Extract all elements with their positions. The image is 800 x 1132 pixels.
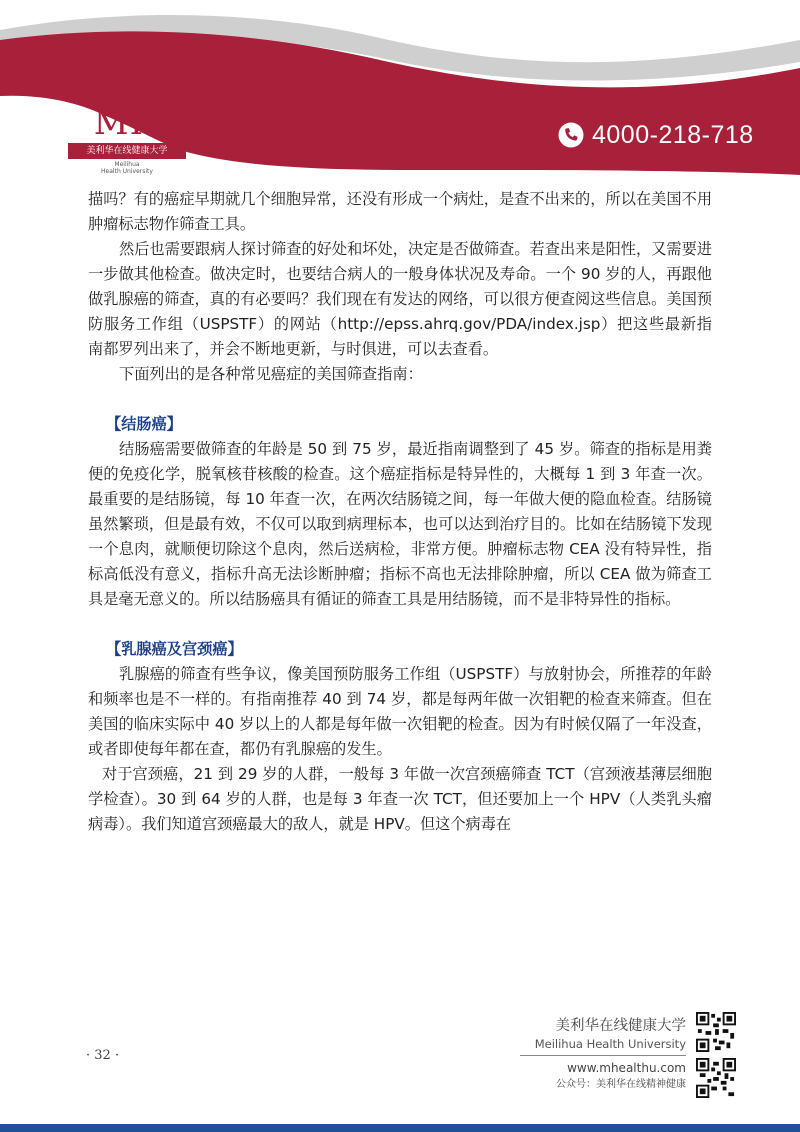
logo-sub-line1: Meilihua: [114, 161, 140, 168]
footer-brand: [520, 1016, 686, 1093]
footer-divider: [520, 1055, 686, 1056]
paragraph-colon-cancer: 结肠癌需要做筛查的年龄是 50 到 75 岁，最近指南调整到了 45 岁。筛查的指标是用粪便的免疫化学，脱氧核苷核酸的检查。这个癌症指标是特异性的，大概每 1 到 3 年查一次。最重要的是结肠镜，每 10 年查一次，在两次结肠镜之间，每一年做大便的隐血检查。结肠镜虽然繁琐，但是最有效，不仅可以取到病理标本，也可以达到治疗目的。比如在结肠镜下发现一个息肉，就顺便切除这个息肉，然后送病检，非常方便。肿瘤标志物 CEA 没有特异性，指标高低没有意义，指标升高无法诊断肿瘤；指标不高也无法排除肿瘤，所以 CEA 做为筛查工具是毫无意义的。所以结肠癌具有循证的筛查工具是用结肠镜，而不是非特异性的指标。: [88, 440, 712, 608]
phone-number: 4000-218-718: [592, 120, 754, 149]
paragraph-3: 下面列出的是各种常见癌症的美国筛查指南：: [119, 365, 423, 383]
phone-icon: [558, 122, 584, 148]
phone-contact: [558, 120, 754, 150]
qr-code-icon: [696, 1012, 736, 1052]
footer-website: www.mhealthu.com: [567, 1061, 686, 1075]
footer-bottom-rule: [0, 1124, 800, 1132]
paragraph-breast-cancer: 乳腺癌的筛查有些争议，像美国预防服务工作组（USPSTF）与放射协会，所推荐的年龄和频率也是不一样的。有指南推荐 40 到 74 岁，都是每两年做一次钼靶的检查来筛查。但在美国的临床实际中 40 岁以上的人都是每年做一次钼靶的检查。因为有时候仅隔了一年没查，或者即使每年都在查，都仍有乳腺癌的发生。: [88, 665, 712, 758]
logo-sub-line2: Health University: [101, 168, 153, 175]
qr-code-icon: [696, 1058, 736, 1098]
logo-subtitle: [68, 161, 186, 175]
footer-org-cn: 美利华在线健康大学: [555, 1018, 686, 1034]
paragraph-1: 描吗？有的癌症早期就几个细胞异常，还没有形成一个病灶，是查不出来的，所以在美国不用肿瘤标志物作筛查工具。: [88, 190, 712, 233]
section-heading-breast-cervical: 【乳腺癌及宫颈癌】: [106, 640, 243, 658]
page-number: · 32 ·: [86, 1048, 120, 1063]
logo-text: MH: [93, 103, 161, 143]
article-body: [88, 187, 712, 837]
paragraph-cervical-cancer: 对于宫颈癌，21 到 29 岁的人群，一般每 3 年做一次宫颈癌筛查 TCT（宫颈液基薄层细胞学检查）。30 到 64 岁的人群，也是每 3 年查一次 TCT，但还要加上一个 HPV（人类乳头瘤病毒）。我们知道宫颈癌最大的敌人，就是 HPV。但这个病毒在: [88, 765, 712, 833]
footer-org-en: Meilihua Health University: [534, 1037, 686, 1051]
paragraph-2: 然后也需要跟病人探讨筛查的好处和坏处，决定是否做筛查。若查出来是阳性，又需要进一步做其他检查。做决定时，也要结合病人的一般身体状况及寿命。一个 90 岁的人，再跟他做乳腺癌的筛查，真的有必要吗？我们现在有发达的网络，可以很方便查阅这些信息。美国预防服务工作组（USPSTF）的网站（http://epss.ahrq.gov/PDA/index.jsp）把这些最新指南都罗列出来了，并会不断地更新，与时俱进，可以去查看。: [88, 240, 712, 358]
mh-logo: [68, 97, 186, 185]
section-heading-colon-cancer: 【结肠癌】: [106, 415, 182, 433]
footer-wechat: 公众号：美利华在线精神健康: [556, 1079, 686, 1090]
logo-banner: 美利华在线健康大学: [68, 143, 186, 159]
